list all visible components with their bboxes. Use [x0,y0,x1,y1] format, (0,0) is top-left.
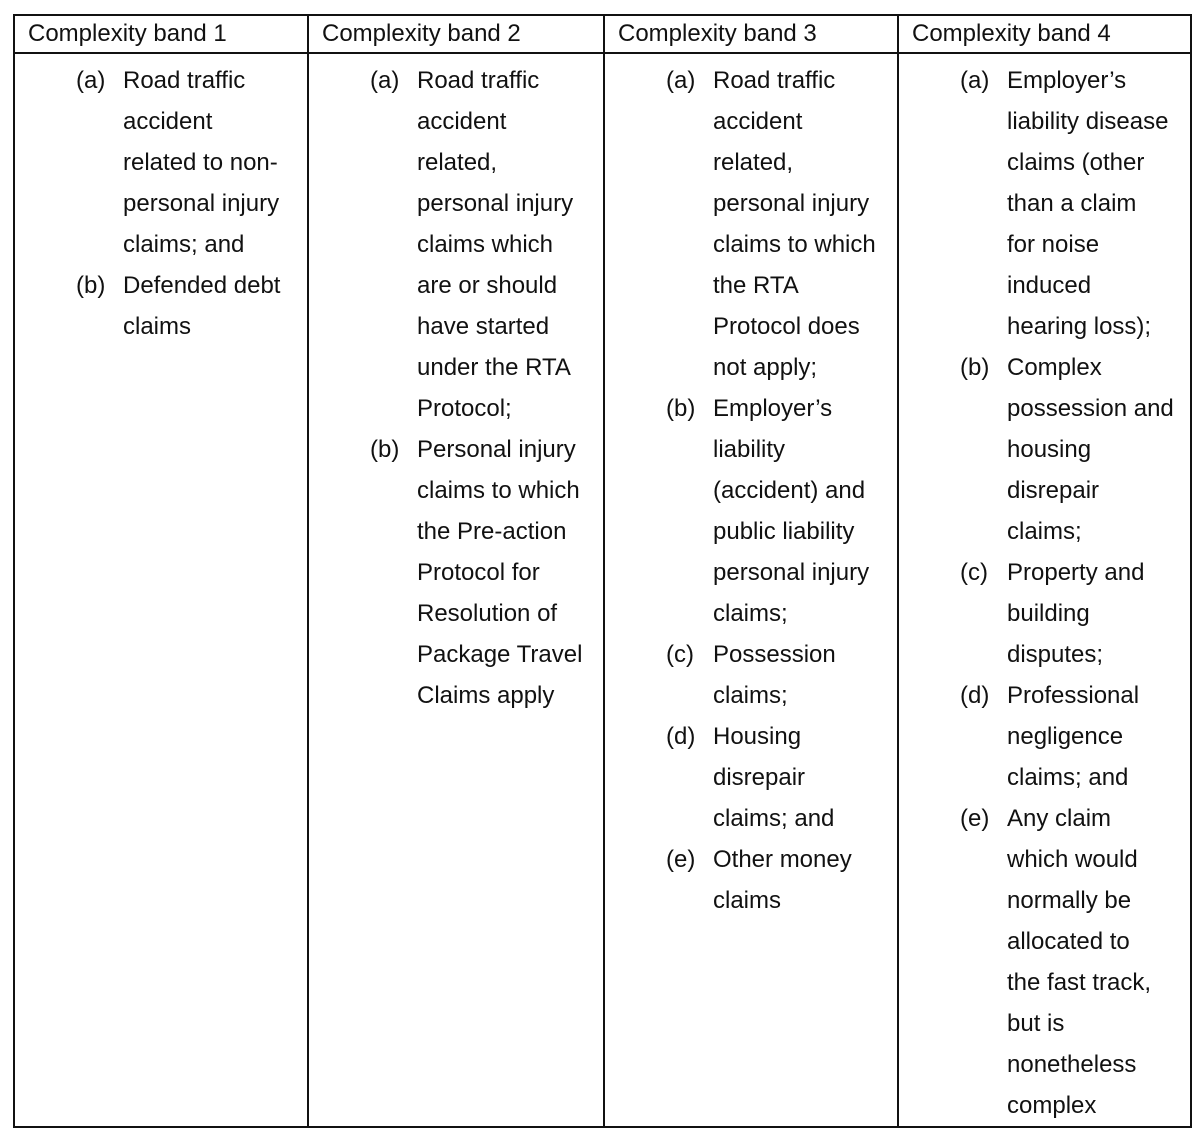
item-line: under the RTA [417,354,571,381]
item-marker: (b) [76,272,106,299]
item-line: disputes; [1007,641,1104,668]
item-line: normally be [1007,887,1132,914]
item-marker: (a) [960,67,990,94]
item-line: the fast track, [1007,969,1152,996]
item-line: Property and [1007,559,1145,586]
list-item [15,265,307,347]
item-line: accident [713,108,803,135]
item-line: claims; and [713,805,835,832]
item-line: Road traffic [713,67,836,94]
item-line: Defended debt [123,272,281,299]
item-line: claims to which [417,477,580,504]
complexity-bands-table [13,14,1192,1128]
list-item [15,60,307,265]
item-marker: (b) [666,395,696,422]
item-line: claims; [713,682,788,709]
item-line: personal injury [713,559,870,586]
item-line: Package Travel [417,641,583,668]
item-marker: (a) [370,67,400,94]
item-line: personal injury [713,190,870,217]
list-item [605,634,897,716]
band-4-cell [898,53,1191,1127]
item-text [123,265,307,347]
header-band-2: Complexity band 2 [308,15,604,53]
item-text [123,60,307,265]
list-item [309,429,603,716]
item-line: Any claim [1007,805,1112,832]
item-line: the RTA [713,272,799,299]
item-line: accident [123,108,213,135]
item-line: negligence [1007,723,1124,750]
item-marker: (d) [960,682,990,709]
item-line: Possession [713,641,836,668]
item-line: claims; and [123,231,245,258]
item-text [1007,675,1190,798]
band-1-list [15,54,307,347]
item-line: claims; and [1007,764,1129,791]
item-line: for noise [1007,231,1100,258]
item-line: than a claim [1007,190,1137,217]
item-line: Protocol for [417,559,540,586]
item-marker: (e) [960,805,990,832]
item-line: complex [1007,1092,1097,1119]
item-marker: (e) [666,846,696,873]
item-line: Housing [713,723,802,750]
item-line: induced [1007,272,1092,299]
item-line: personal injury [417,190,574,217]
item-line: related to non- [123,149,278,176]
item-line: related, [417,149,498,176]
item-line: Protocol; [417,395,512,422]
item-text [713,839,897,921]
item-line: claims [713,887,782,914]
list-item [605,60,897,388]
item-line: which would [1007,846,1138,873]
item-line: claims; [713,600,788,627]
item-line: not apply; [713,354,818,381]
item-marker: (b) [960,354,990,381]
item-line: Employer’s [1007,67,1127,94]
item-line: Road traffic [123,67,246,94]
item-line: possession and [1007,395,1174,422]
item-marker: (a) [666,67,696,94]
item-marker: (c) [960,559,988,586]
item-line: Claims apply [417,682,555,709]
item-text [713,60,897,388]
list-item [899,552,1190,675]
item-line: Complex [1007,354,1102,381]
header-band-1: Complexity band 1 [14,15,308,53]
item-line: disrepair [713,764,806,791]
item-text [1007,60,1190,347]
item-line: Protocol does [713,313,860,340]
list-item [899,60,1190,347]
item-line: Personal injury [417,436,576,463]
list-item [899,798,1190,1126]
item-line: liability [713,436,786,463]
item-text [713,716,897,839]
item-line: the Pre-action [417,518,567,545]
item-marker: (b) [370,436,400,463]
list-item [899,675,1190,798]
item-line: (accident) and [713,477,866,504]
item-line: accident [417,108,507,135]
item-text [713,634,897,716]
item-text [1007,552,1190,675]
item-marker: (d) [666,723,696,750]
item-line: Professional [1007,682,1140,709]
item-line: nonetheless [1007,1051,1137,1078]
body-row [14,53,1191,1127]
item-line: claims; [1007,518,1082,545]
band-3-cell [604,53,898,1127]
item-line: are or should [417,272,558,299]
item-line: claims to which [713,231,876,258]
item-line: personal injury [123,190,280,217]
item-line: building [1007,600,1090,627]
item-line: Road traffic [417,67,540,94]
item-text [713,388,897,634]
item-line: Other money [713,846,852,873]
item-marker: (c) [666,641,694,668]
list-item [605,388,897,634]
item-text [1007,798,1190,1126]
list-item [605,716,897,839]
item-line: public liability [713,518,855,545]
item-text [1007,347,1190,552]
header-band-4: Complexity band 4 [898,15,1191,53]
item-line: but is [1007,1010,1065,1037]
item-marker: (a) [76,67,106,94]
item-text [417,60,603,429]
item-line: liability disease [1007,108,1169,135]
band-4-list [899,54,1190,1126]
item-line: allocated to [1007,928,1130,955]
list-item [899,347,1190,552]
item-line: disrepair [1007,477,1100,504]
band-2-cell [308,53,604,1127]
list-item [309,60,603,429]
item-text [417,429,603,716]
band-3-list [605,54,897,921]
header-row [14,15,1191,53]
item-line: claims [123,313,192,340]
list-item [605,839,897,921]
header-band-3: Complexity band 3 [604,15,898,53]
item-line: Employer’s [713,395,833,422]
item-line: claims which [417,231,554,258]
band-1-cell [14,53,308,1127]
item-line: housing [1007,436,1092,463]
item-line: hearing loss); [1007,313,1152,340]
band-2-list [309,54,603,716]
item-line: Resolution of [417,600,558,627]
item-line: have started [417,313,550,340]
item-line: related, [713,149,794,176]
item-line: claims (other [1007,149,1145,176]
